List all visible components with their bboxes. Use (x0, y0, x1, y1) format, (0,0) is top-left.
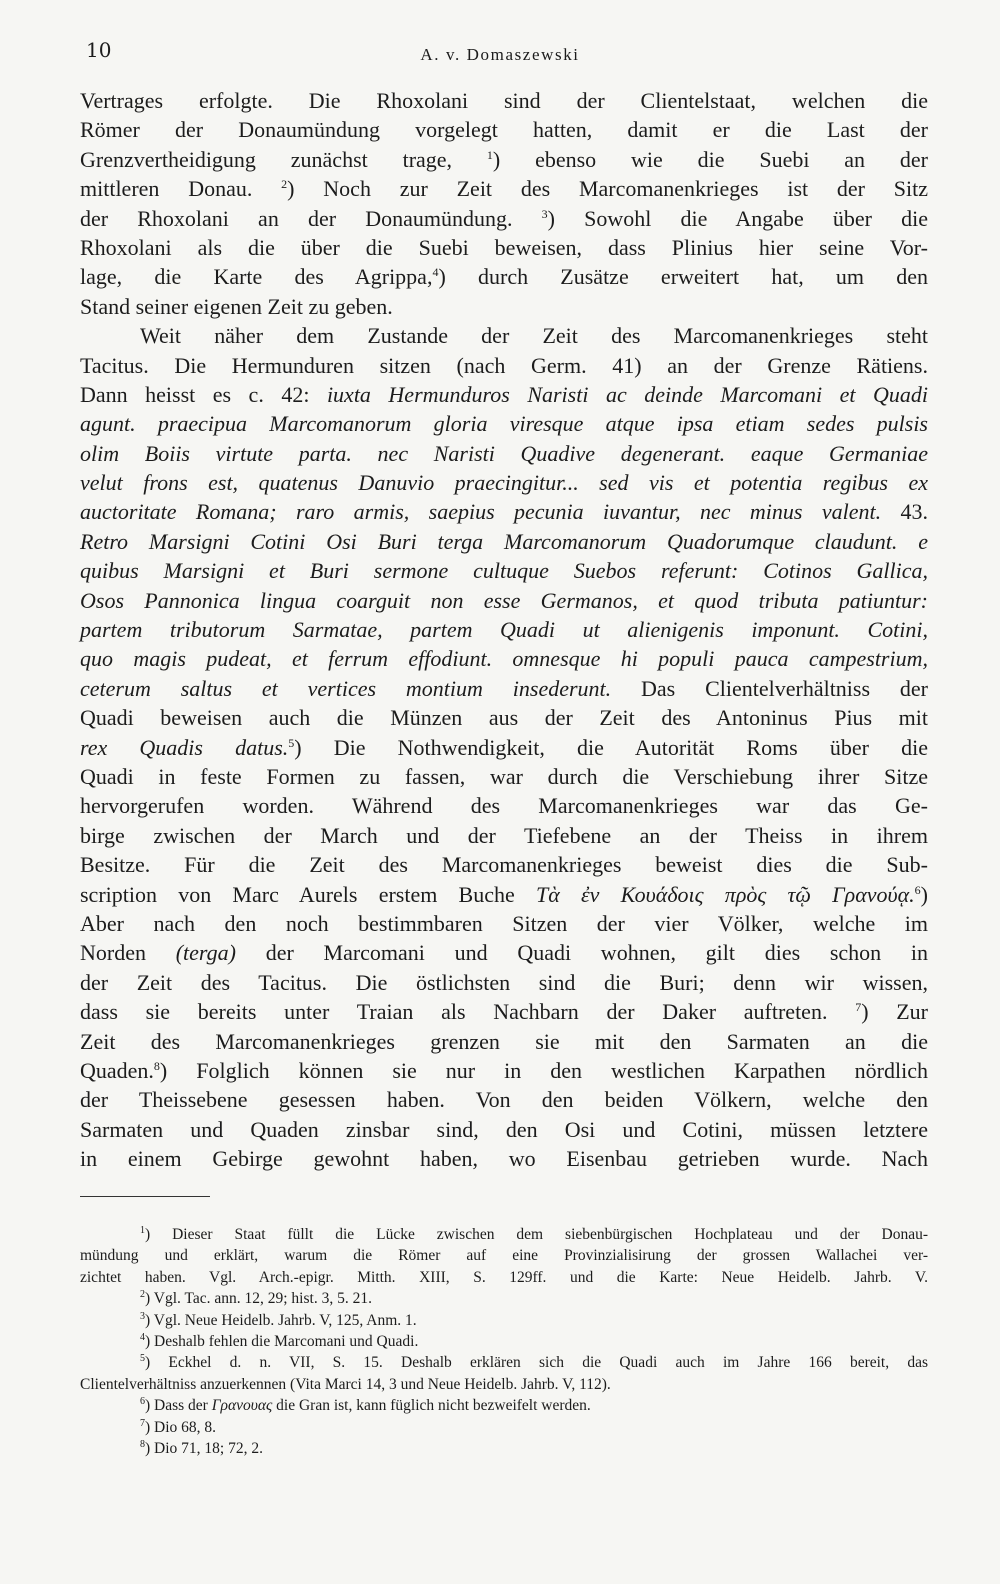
footnote: $^7$) Dio 68, 8. (140, 1417, 217, 1436)
text-line: Besitze. Für die Zeit des Marcomanenkrieges beweist dies die Sub- (80, 852, 928, 878)
text-line: Grenzvertheidigung zunächst trage, $^1$) ebenso wie die Suebi an der (80, 146, 928, 172)
text-line: olim Boiis virtute parta. nec Naristi Quadive degenerant. eaque Germaniae (80, 440, 928, 466)
text-line: der Zeit des Tacitus. Die östlichsten sind die Buri; denn wir wissen, (80, 969, 928, 995)
text-line: Rhoxolani als die über die Suebi beweisen, dass Plinius hier seine Vor- (80, 234, 928, 260)
text-line: Dann heisst es c. 42: iuxta Hermunduros Naristi ac deinde Marcomani et Quadi (80, 381, 929, 407)
text-line: partem tributorum Sarmatae, partem Quadi ut alienigenis imponunt. Cotini, (80, 617, 928, 643)
footnote-divider (80, 1196, 210, 1197)
text-line: auctoritate Romana; raro armis, saepius pecunia iuvantur, nec minus valent. 43. (80, 499, 929, 525)
text-line: Osos Pannonica lingua coarguit non esse Germanos, et quod tributa patiuntur: (80, 587, 928, 613)
footnote-ref: 1 (486, 147, 493, 162)
text-line: mittleren Donau. $^2$) Noch zur Zeit des Marcomanenkrieges ist der Sitz (80, 176, 929, 202)
text-line: quo magis pudeat, et ferrum effodiunt. omnesque hi populi pauca campestrium, (80, 646, 928, 672)
text-line: agunt. praecipua Marcomanorum gloria viresque atque ipsa etiam sedes pulsis (80, 411, 928, 437)
text-line: der Rhoxolani an der Donaumündung. $^3$) Sowohl die Angabe über die (80, 205, 929, 231)
text-line: Römer der Donaumündung vorgelegt hatten, damit er die Last der (80, 117, 928, 143)
footnote-ref: 7 (855, 1000, 862, 1015)
footnote: $^6$) Dass der Γρανουας die Gran ist, kann füglich nicht bezweifelt werden. (140, 1396, 591, 1415)
greek-subscription: Τὰ ἐν Κουάδοις πρὸς τῷ Γρανούᾳ. (535, 881, 915, 907)
text-line: hervorgerufen worden. Während des Marcomanenkrieges war das Ge- (80, 793, 928, 819)
text-line: dass sie bereits unter Traian als Nachbarn der Daker auftreten. $^7$) Zur (80, 999, 929, 1025)
footnote-ref: 4 (432, 265, 439, 280)
footnotes (80, 1224, 928, 1459)
footnote: $^3$) Vgl. Neue Heidelb. Jahrb. V, 125, Anm. 1. (140, 1310, 417, 1329)
footnote-ref: 6 (914, 882, 921, 897)
text-line: Tacitus. Die Hermunduren sitzen (nach Germ. 41) an der Grenze Rätiens. (80, 352, 928, 378)
text-line: quibus Marsigni et Buri sermone cultuque Suebos referunt: Cotinos Gallica, (80, 558, 928, 584)
text-line: Vertrages erfolgte. Die Rhoxolani sind der Clientelstaat, welchen die (80, 88, 928, 113)
text-line: birge zwischen der March und der Tiefebene an der Theiss in ihrem (80, 822, 928, 848)
text-line: Quadi in feste Formen zu fassen, war durch die Verschiebung ihrer Sitze (80, 763, 928, 789)
text-line: rex Quadis datus.$^5$) Die Nothwendigkeit, die Autorität Roms über die (80, 734, 928, 760)
text-line: Stand seiner eigenen Zeit zu geben. (80, 293, 393, 319)
running-head: A. v. Domaszewski (420, 45, 580, 64)
footnote: $^4$) Deshalb fehlen die Marcomani und Quadi. (140, 1331, 419, 1350)
text-line: Zeit des Marcomanenkrieges grenzen sie mit den Sarmaten an die (80, 1028, 928, 1054)
footnote-ref: 8 (153, 1058, 160, 1073)
latin-quote: iuxta Hermunduros Naristi ac deinde Marcomani et Quadi (326, 381, 929, 407)
text-line: Retro Marsigni Cotini Osi Buri terga Marcomanorum Quadorumque claudunt. e (80, 528, 928, 554)
footnote-ref: 2 (281, 177, 288, 192)
footnote: $^1$) Dieser Staat füllt die Lücke zwischen dem siebenbürgischen Hochplateau und der Donau- (140, 1225, 928, 1243)
text-line: der Theissebene gesessen haben. Von den beiden Völkern, welche den (80, 1087, 928, 1113)
text-line: Aber nach den noch bestimmbaren Sitzen der vier Völker, welche im (80, 910, 928, 936)
text-line: Quadi beweisen auch die Münzen aus der Zeit des Antoninus Pius mit (80, 705, 928, 731)
footnote: $^2$) Vgl. Tac. ann. 12, 29; hist. 3, 5. 21. (140, 1289, 372, 1308)
text-line: Weit näher dem Zustande der Zeit des Marcomanenkrieges steht (140, 323, 928, 349)
footnote-line: Clientelverhältniss anzuerkennen (Vita Marci 14, 3 und Neue Heidelb. Jahrb. V, 112). (80, 1375, 611, 1393)
footnote-ref: 3 (541, 206, 548, 221)
footnote: $^8$) Dio 71, 18; 72, 2. (140, 1438, 263, 1457)
text-line: Norden (terga) der Marcomani und Quadi wohnen, gilt dies schon in (80, 940, 929, 966)
text-line: Quaden.$^8$) Folglich können sie nur in den westlichen Karpathen nördlich (80, 1057, 928, 1083)
text-line: velut frons est, quatenus Danuvio praecingitur... sed vis et potentia regibus ex (80, 470, 928, 496)
text-line: ceterum saltus et vertices montium insederunt. Das Clientelverhältniss der (80, 675, 928, 701)
footnote-line: zichtet haben. Vgl. Arch.-epigr. Mitth. XIII, S. 129ff. und die Karte: Neue Heidelb. Jahrb. V. (80, 1268, 928, 1286)
footnote: $^5$) Eckhel d. n. VII, S. 15. Deshalb erklären sich die Quadi auch im Jahre 166 bereit, das (140, 1353, 928, 1372)
footnote-ref: 5 (288, 735, 295, 750)
text-line: Sarmaten und Quaden zinsbar sind, den Osi und Cotini, müssen letztere (80, 1116, 928, 1142)
text-line: lage, die Karte des Agrippa,$^4$) durch Zusätze erweitert hat, um den (80, 264, 929, 290)
footnote-line: mündung und erklärt, warum die Römer auf eine Provinzialisirung der grossen Wallachei ver- (80, 1247, 928, 1265)
text-line: in einem Gebirge gewohnt haben, wo Eisenbau getrieben wurde. Nach (80, 1146, 928, 1172)
main-text (80, 86, 928, 1173)
page-number: 10 (86, 38, 112, 62)
text-line: scription von Marc Aurels erstem Buche Τὰ ἐν Κουάδοις πρὸς τῷ Γρανούᾳ.$^6$) (80, 881, 928, 907)
